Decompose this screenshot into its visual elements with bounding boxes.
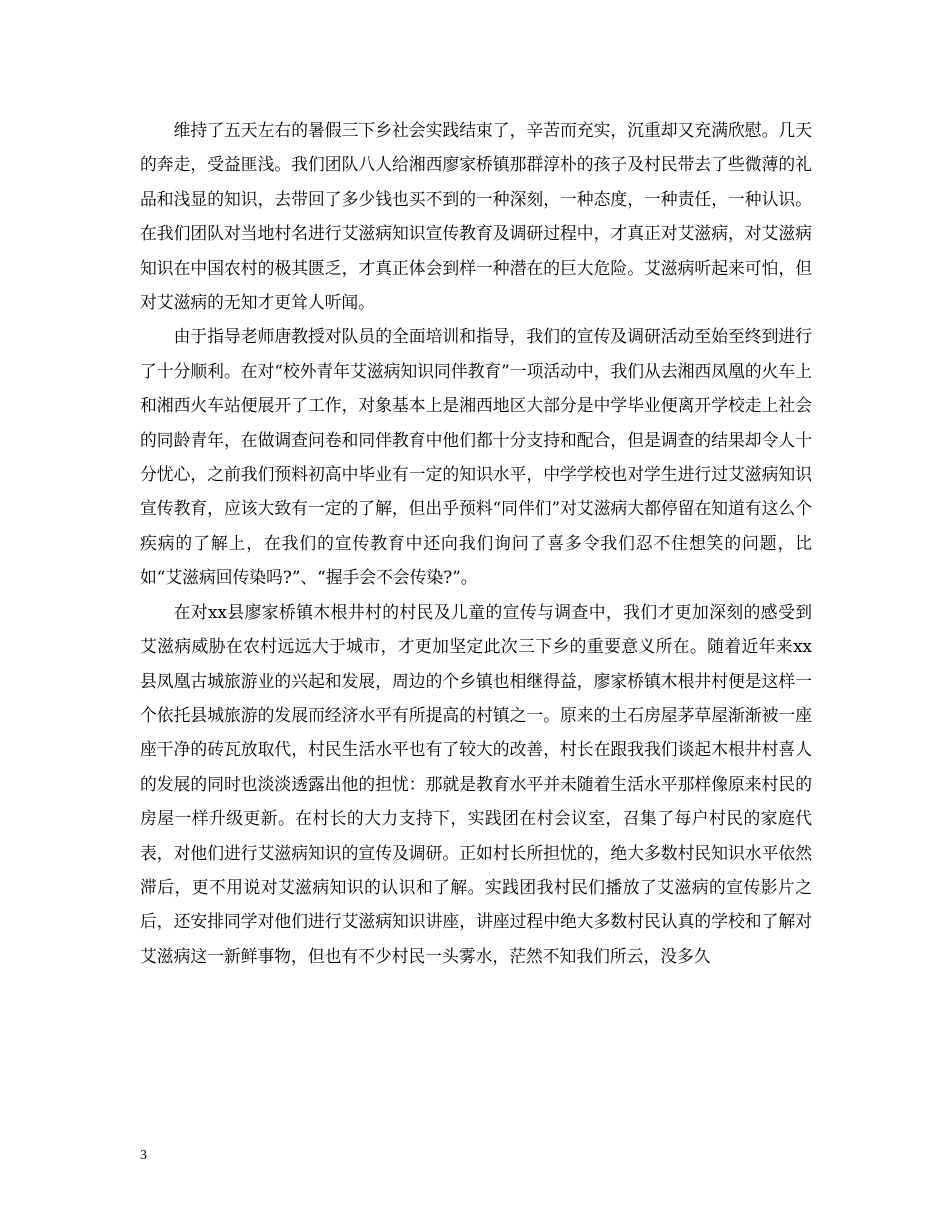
paragraph-2: 由于指导老师唐教授对队员的全面培训和指导，我们的宣传及调研活动至始至终到进行了十分顺利。在对“校外青年艾滋病知识同伴教育”一项活动中，我们从去湘西凤凰的火车上和湘西火车站便展开了工作，对象基本上是湘西地区大部分是中学毕业便离开学校走上社会的同龄青年，在做调查问卷和同伴教育中他们都十分支持和配合，但是调查的结果却令人十分忧心，之前我们预料初高中毕业有一定的知识水平，中学学校也对学生进行过艾滋病知识宣传教育，应该大致有一定的了解，但出乎预料“同伴们”对艾滋病大都停留在知道有这么个疾病的了解上，在我们的宣传教育中还向我们询问了喜多令我们忍不住想笑的问题，比如“艾滋病回传染吗?”、“握手会不会传染?”。 — [140, 326, 812, 588]
page-number: 3 — [140, 1148, 147, 1163]
paragraph-3: 在对xx县廖家桥镇木根井村的村民及儿童的宣传与调查中，我们才更加深刻的感受到艾滋病威胁在农村远远大于城市，才更加坚定此次三下乡的重要意义所在。随着近年来xx县凤凰古城旅游业的兴起和发展，周边的个乡镇也相继得益，廖家桥镇木根井村便是这样一个依托县城旅游的发展而经济水平有所提高的村镇之一。原来的土石房屋茅草屋渐渐被一座座干净的砖瓦放取代，村民生活水平也有了较大的改善，村长在跟我我们谈起木根井村喜人的发展的同时也淡淡透露出他的担忧：那就是教育水平并未随着生活水平那样像原来村民的房屋一样升级更新。在村长的大力支持下，实践团在村会议室，召集了每户村民的家庭代表，对他们进行艾滋病知识的宣传及调研。正如村长所担忧的，绝大多数村民知识水平依然滞后，更不用说对艾滋病知识的认识和了解。实践团我村民们播放了艾滋病的宣传影片之后，还安排同学对他们进行艾滋病知识讲座，讲座过程中绝大多数村民认真的学校和了解对艾滋病这一新鲜事物，但也有不少村民一头雾水，茫然不知我们所云，没多久 — [140, 601, 812, 966]
document-body — [140, 113, 812, 973]
paragraph-1: 维持了五天左右的暑假三下乡社会实践结束了，辛苦而充实，沉重却又充满欣慰。几天的奔走，受益匪浅。我们团队八人给湘西廖家桥镇那群淳朴的孩子及村民带去了些微薄的礼品和浅显的知识，去带回了多少钱也买不到的一种深刻，一种态度，一种责任，一种认识。在我们团队对当地村名进行艾滋病知识宣传教育及调研过程中，才真正对艾滋病，对艾滋病知识在中国农村的极其匮乏，才真正体会到样一种潜在的巨大危险。艾滋病听起来可怕，但对艾滋病的无知才更耸人听闻。 — [140, 120, 812, 313]
